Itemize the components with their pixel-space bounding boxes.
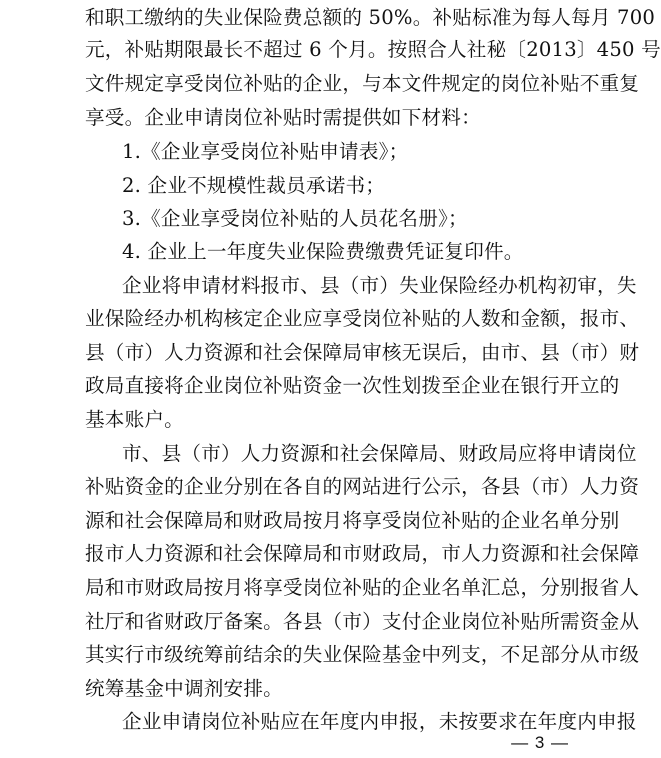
text-line: 政局直接将企业岗位补贴资金一次性划拨至企业在银行开立的 (85, 374, 620, 397)
text-line: 文件规定享受岗位补贴的企业，与本文件规定的岗位补贴不重复 (85, 72, 640, 95)
list-item: 2. 企业不规模性裁员承诺书； (122, 174, 386, 197)
text-line: 企业将申请材料报市、县（市）失业保险经办机构初审，失 (122, 274, 637, 297)
text-line: 其实行市级统筹前结余的失业保险基金中列支，不足部分从市级 (85, 643, 640, 666)
text-line: 补贴资金的企业分别在各自的网站进行公示，各县（市）人力资 (85, 475, 640, 498)
text-line: 和职工缴纳的失业保险费总额的 50%。补贴标准为每人每月 700 (85, 6, 656, 29)
text-line: 局和市财政局按月将享受岗位补贴的企业名单汇总，分别报省人 (85, 576, 640, 599)
text-line: 基本账户。 (85, 408, 184, 431)
text-line: 企业申请岗位补贴应在年度内申报，未按要求在年度内申报 (122, 710, 637, 733)
text-line: 业保险经办机构核定企业应享受岗位补贴的人数和金额，报市、 (85, 307, 640, 330)
text-line: 统筹基金中调剂安排。 (85, 677, 283, 700)
text-line: 县（市）人力资源和社会保障局审核无误后，由市、县（市）财 (85, 341, 640, 364)
list-item: 1.《企业享受岗位补贴申请表》； (122, 140, 409, 163)
text-line: 报市人力资源和社会保障局和市财政局，市人力资源和社会保障 (85, 542, 640, 565)
text-line: 源和社会保障局和财政局按月将享受岗位补贴的企业名单分别 (85, 509, 620, 532)
list-item: 4. 企业上一年度失业保险费缴费凭证复印件。 (122, 240, 524, 263)
text-line: 享受。企业申请岗位补贴时需提供如下材料： (85, 106, 481, 129)
page-number: — 3 — (511, 733, 569, 752)
text-line: 市、县（市）人力资源和社会保障局、财政局应将申请岗位 (122, 442, 637, 465)
text-line: 社厅和省财政厅备案。各县（市）支付企业岗位补贴所需资金从 (85, 610, 640, 633)
list-item: 3.《企业享受岗位补贴的人员花名册》； (122, 207, 468, 230)
text-line: 元，补贴期限最长不超过 6 个月。按照合人社秘〔2013〕450 号 (85, 38, 661, 61)
